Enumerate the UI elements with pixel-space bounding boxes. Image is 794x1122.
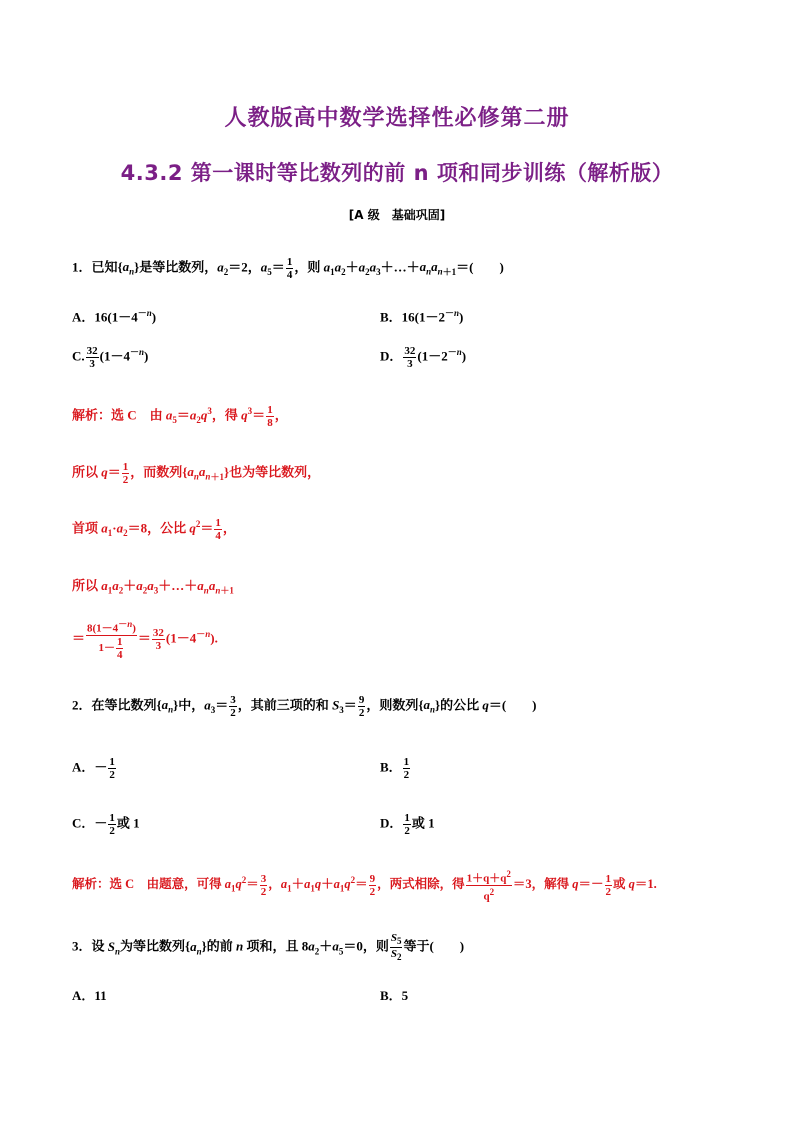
q1-solution-line-3: 首项 $a_1\cdot a_2=8$，公比 $q^2=$ $\frac{1}{4}$ ，: [72, 517, 236, 542]
q2-option-b: B． $\frac{1}{2}$: [380, 756, 410, 781]
q3-option-b: B．5: [380, 988, 409, 1003]
q1-option-d: D． $\frac{32}{3}$ $(1-2^{-n})$: [380, 345, 467, 370]
section-level-label: [A 级 基础巩固]: [348, 208, 446, 222]
q1-solution-line-1: 解析：选 C 由 $a_5=a_2q^3$，得 $q^3=$ $\frac{1}{8}$ ，: [72, 404, 288, 429]
q1-option-a: A．$16(1-4^{-n})$: [72, 308, 157, 325]
q3-stem: 3．设 $S_n$为等比数列$\{a_n\}$的前 n 项和，且 $8a_2+a_5=0$，则 $\frac{S_5}{S_2}$ 等于( ): [72, 932, 465, 963]
q1-option-c: C. $\frac{32}{3}$ $(1-4^{-n})$: [72, 345, 149, 370]
document-subtitle: 4.3.2 第一课时等比数列的前 n 项和同步训练（解析版）: [120, 161, 674, 185]
document-title: 人教版高中数学选择性必修第二册: [224, 106, 570, 131]
q3-option-a: A．11: [72, 988, 107, 1003]
q1-option-b: B．$16(1-2^{-n})$: [380, 308, 464, 325]
q2-solution: 解析：选 C 由题意，可得 $a_1q^2=$ $\frac{3}{2}$ ，$a_1+a_1q+a_1q^2=$ $\frac{9}{2}$ ，两式相除，得 $\frac{1+q+q^2}{q^2}$ ＝3，解得 q＝－ $\frac{1}{2}$ 或 q＝1.: [72, 869, 657, 903]
q1-solution-line-5: ＝ $8(1-4^{-n})$ 1－ $\frac{1}{4}$ ＝ $\frac{32}{3}$ $(1-4^{-n})$.: [72, 619, 218, 661]
q1-solution-line-4: 所以 $a_1a_2+a_2a_3+\dots+a_na_{n+1}$: [72, 578, 234, 596]
q1-solution-line-2: 所以 q＝ $\frac{1}{2}$ ，而数列$\{a_na_{n+1}\}$也为等比数列，: [72, 461, 321, 486]
q1-stem: 1．已知$\{a_n\}$是等比数列，$a_2=2$，$a_5=$ $\frac{1}{4}$ ，则 $a_1a_2+a_2a_3+\dots+a_na_{n+1}=$( ): [72, 256, 504, 281]
q2-option-a: A．－ $\frac{1}{2}$: [72, 756, 115, 781]
q2-option-c: C．－ $\frac{1}{2}$ 或 1: [72, 812, 140, 837]
q2-stem: 2．在等比数列$\{a_n\}$中，$a_3=$ $\frac{3}{2}$ ，其前三项的和 $S_3=$ $\frac{9}{2}$ ，则数列$\{a_n\}$的公比 q＝( ): [72, 694, 537, 719]
q2-option-d: D． $\frac{1}{2}$ 或 1: [380, 812, 435, 837]
